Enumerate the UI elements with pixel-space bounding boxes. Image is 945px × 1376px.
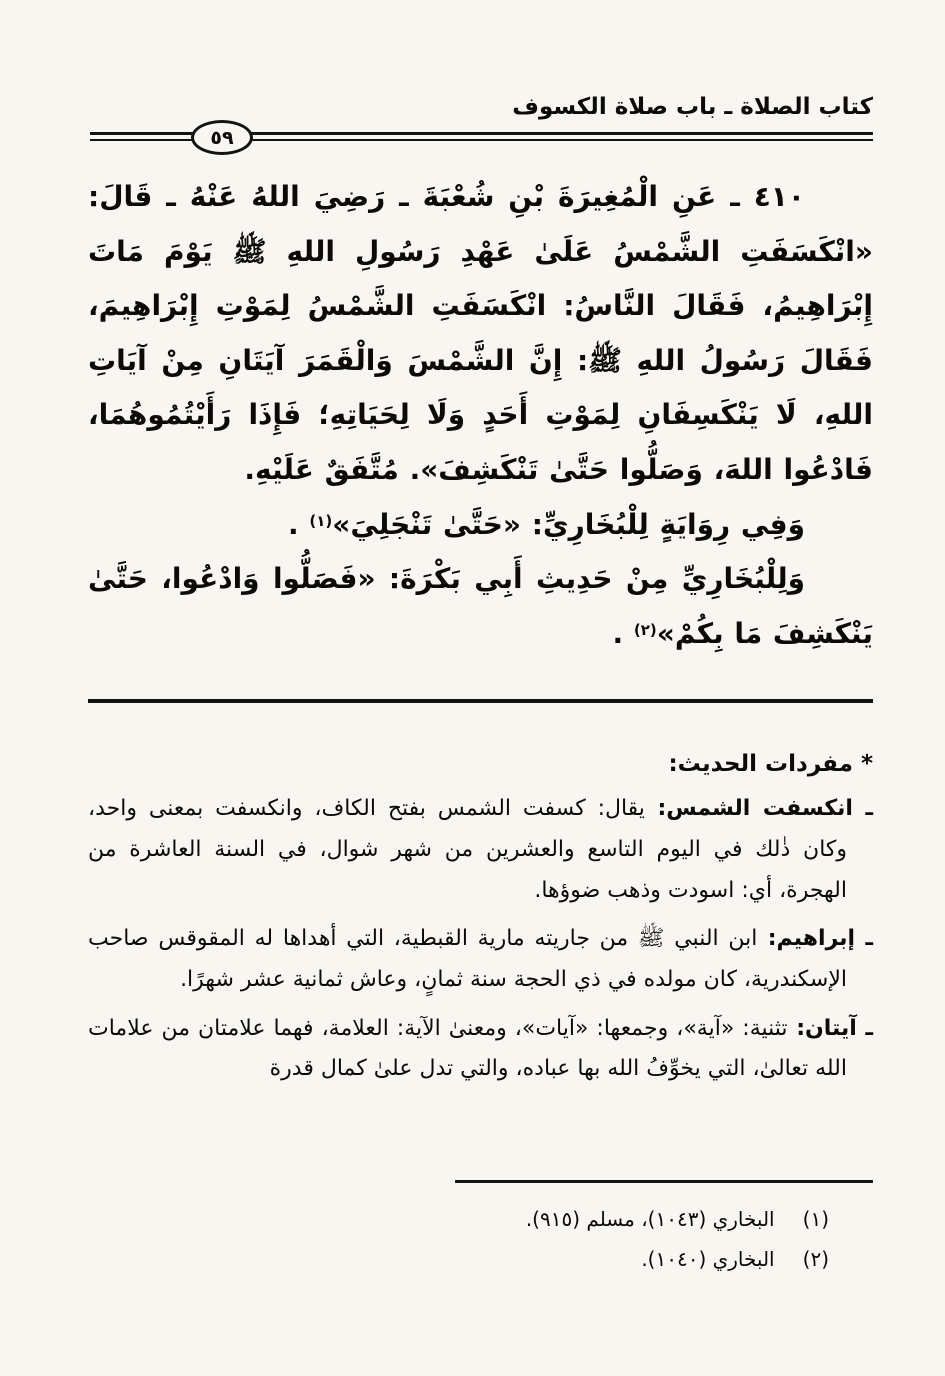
section-divider xyxy=(88,699,873,703)
footnote-number: (١) xyxy=(802,1207,829,1231)
page-content xyxy=(0,148,945,1090)
hadith-tail: . xyxy=(612,616,634,650)
hadith-text: وَفِي رِوَايَةٍ لِلْبُخَارِيِّ: «حَتَّىٰ تَنْجَلِيَ» xyxy=(332,507,805,541)
hadith-text: وَلِلْبُخَارِيِّ مِنْ حَدِيثِ أَبِي بَكْرَةَ: «فَصَلُّوا وَادْعُوا، حَتَّىٰ يَنْكَشِفَ مَا بِكُمْ» xyxy=(88,562,873,650)
page-number-badge xyxy=(191,120,253,155)
vocab-term: ـ آيتان: xyxy=(787,1015,873,1041)
footnote-marker-1: (١) xyxy=(309,511,333,530)
hadith-section xyxy=(88,170,873,661)
footnote-divider xyxy=(455,1180,873,1183)
hadith-paragraph-main xyxy=(88,170,873,498)
page-number: ٥٩ xyxy=(210,127,234,149)
footnote-text: البخاري (١٠٤٣)، مسلم (٩١٥). xyxy=(525,1207,775,1231)
footnote-1 xyxy=(88,1199,829,1239)
vocab-term: ـ إبراهيم: xyxy=(757,926,873,952)
footnote-marker-2: (٢) xyxy=(633,620,657,639)
hadith-tail: . xyxy=(288,507,310,541)
header-rule xyxy=(88,127,873,149)
vocab-term: ـ انكسفت الشمس: xyxy=(644,796,874,822)
vocab-definition: يقال: كسفت الشمس بفتح الكاف، وانكسفت بمعنى واحد، وكان ذٰلك في اليوم التاسع والعشرين من شهر شوال، في السنة العاشرة من الهجرة، أي: اسودت وذهب ضوؤها. xyxy=(88,796,847,903)
vocab-definition: تثنية: «آية»، وجمعها: «آيات»، ومعنىٰ الآية: العلامة، فهما علامتان من علامات الله تعالىٰ، التي يخوِّفُ الله بها عباده، والتي تدل علىٰ كمال قدرة xyxy=(88,1015,847,1082)
hadith-text: ٤١٠ ـ عَنِ الْمُغِيرَةَ بْنِ شُعْبَةَ ـ رَضِيَ اللهُ عَنْهُ ـ قَالَ: «انْكَسَفَتِ الشَّمْسُ عَلَىٰ عَهْدِ رَسُولِ اللهِ ﷺ يَوْمَ مَاتَ إِبْرَاهِيمُ، فَقَالَ النَّاسُ: انْكَسَفَتِ الشَّمْسُ لِمَوْتِ إِبْرَاهِيمَ، فَقَالَ رَسُولُ اللهِ ﷺ: إِنَّ الشَّمْسَ وَالْقَمَرَ آيَتَانِ مِنْ آيَاتِ اللهِ، لَا يَنْكَسِفَانِ لِمَوْتِ أَحَدٍ وَلَا لِحَيَاتِهِ؛ فَإِذَا رَأَيْتُمُوهُمَا، فَادْعُوا اللهَ، وَصَلُّوا حَتَّىٰ تَنْكَشِفَ». مُتَّفَقٌ عَلَيْهِ. xyxy=(88,180,873,486)
vocab-entry-inkasafat-alshams xyxy=(88,789,873,911)
footnotes-section xyxy=(88,1180,873,1279)
vocabulary-heading: * مفردات الحديث: xyxy=(668,751,873,778)
footnote-number: (٢) xyxy=(802,1247,829,1271)
footnote-2 xyxy=(88,1239,829,1279)
hadith-paragraph-bukhari-narration xyxy=(88,498,873,553)
vocab-definition: ابن النبي ﷺ من جاريته مارية القبطية، التي أهداها له المقوقس صاحب الإسكندرية، كان مولده في ذي الحجة سنة ثمانٍ، وعاش ثمانية عشر شهرًا. xyxy=(88,926,847,993)
page-header xyxy=(0,0,945,148)
vocabulary-section xyxy=(88,751,873,1090)
chapter-title: كتاب الصلاة ـ باب صلاة الكسوف xyxy=(512,94,873,120)
vocab-entry-ibrahim xyxy=(88,919,873,1000)
vocab-entry-ayatan xyxy=(88,1009,873,1090)
hadith-paragraph-abu-bakra xyxy=(88,552,873,661)
footnote-text: البخاري (١٠٤٠). xyxy=(641,1247,775,1271)
